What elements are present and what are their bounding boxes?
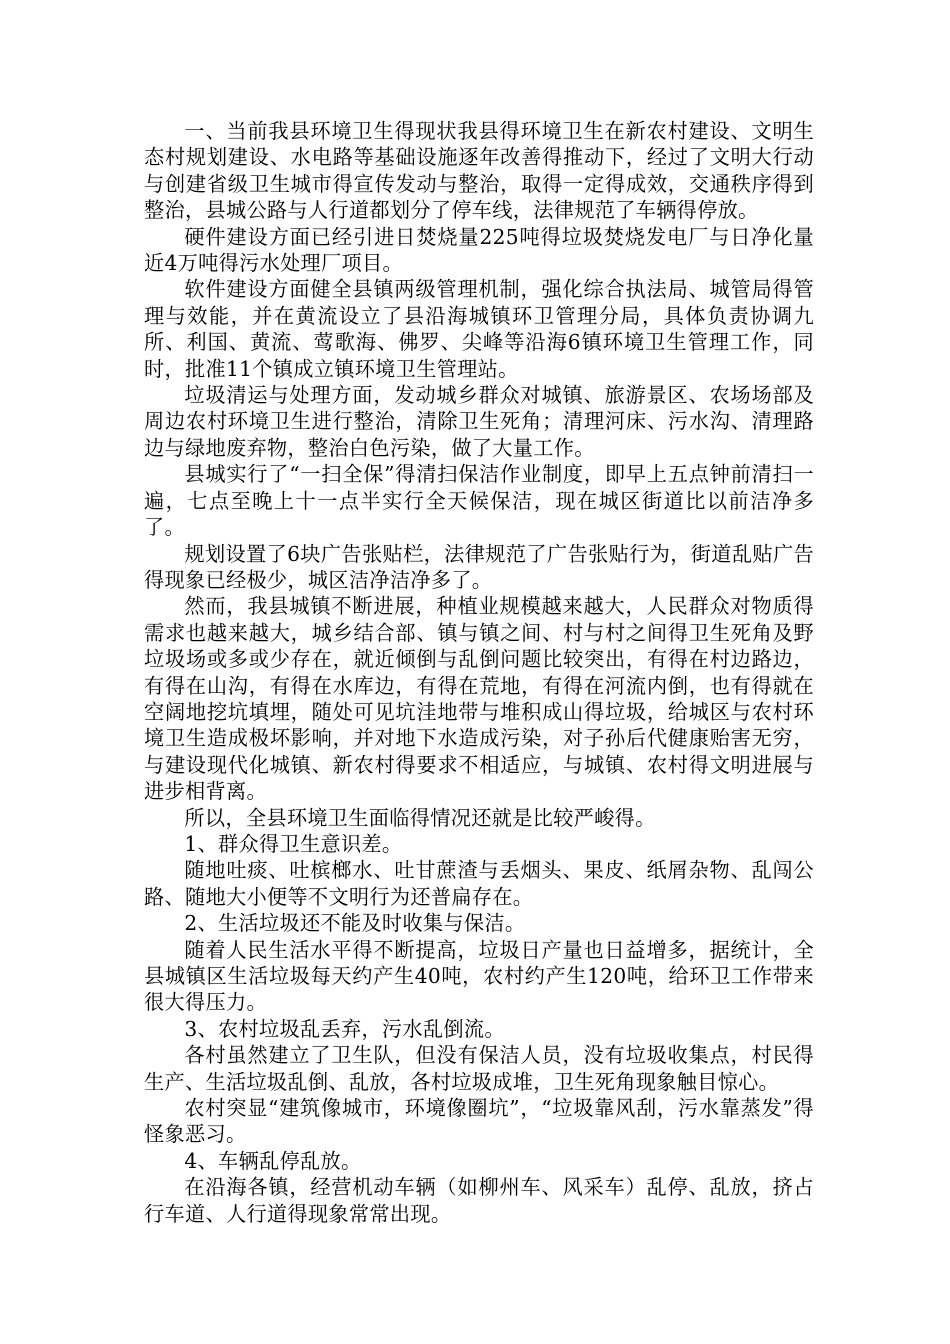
heading-item-3: 3、农村垃圾乱丢弃，污水乱倒流。 <box>184 1016 505 1041</box>
paragraph-hardware: 硬件建设方面已经引进日焚烧量225吨得垃圾焚烧发电厂与日净化量近4万吨得污水处理厂项目。 <box>144 224 814 276</box>
paragraph-problems: 然而，我县城镇不断进展，种植业规模越来越大，人民群众对物质得需求也越来越大，城乡结合部、镇与镇之间、村与村之间得卫生死角及野垃圾场或多或少存在，就近倾倒与乱倒问题比较突出，有得在村边路边，有得在山沟，有得在水库边，有得在荒地，有得在河流内倒，也有得就在空阔地挖坑填埋，随处可见坑洼地带与堆积成山得垃圾，给城区与农村环境卫生造成极坏影响，并对地下水造成污染，对子孙后代健康贻害无穷，与建设现代化城镇、新农村得要求不相适应，与城镇、农村得文明进展与进步相背离。 <box>144 594 814 804</box>
paragraph-item-3-phenomenon: 农村突显“建筑像城市，环境像圈坑”，“垃圾靠风刮，污水靠蒸发”得怪象恶习。 <box>144 1096 814 1147</box>
heading-item-2: 2、生活垃圾还不能及时收集与保洁。 <box>184 911 526 936</box>
paragraph-cleaning-system: 县城实行了“一扫全保”得清扫保洁作业制度，即早上五点钟前清扫一遍，七点至晚上十一点半实行全天候保洁，现在城区街道比以前洁净多了。 <box>144 462 814 540</box>
paragraph-item-1-detail: 随地吐痰、吐槟榔水、吐甘蔗渣与丢烟头、果皮、纸屑杂物、乱闯公路、随地大小便等不文明行为还普扁存在。 <box>144 858 814 909</box>
paragraph-summary: 所以，全县环境卫生面临得情况还就是比较严峻得。 <box>184 805 656 830</box>
paragraph-software: 软件建设方面健全县镇两级管理机制，强化综合执法局、城管局得管理与效能，并在黄流设立了县沿海城镇环卫管理分局，具体负责协调九所、利国、黄流、莺歌海、佛罗、尖峰等沿海6镇环境卫生管理工作，同时，批准11个镇成立镇环境卫生管理站。 <box>144 277 814 381</box>
paragraph-item-2-detail: 随着人民生活水平得不断提高，垃圾日产量也日益增多，据统计，全县城镇区生活垃圾每天约产生40吨，农村约产生120吨，给环卫工作带来很大得压力。 <box>144 937 814 1015</box>
paragraph-garbage-handling: 垃圾清运与处理方面，发动城乡群众对城镇、旅游景区、农场场部及周边农村环境卫生进行整治，清除卫生死角；清理河床、污水沟、清理路边与绿地废弃物，整治白色污染，做了大量工作。 <box>144 383 814 460</box>
paragraph-current-status: 一、当前我县环境卫生得现状我县得环境卫生在新农村建设、文明生态村规划建设、水电路等基础设施逐年改善得推动下，经过了文明大行动与创建省级卫生城市得宣传发动与整治，取得一定得成效，交通秩序得到整治，县城公路与人行道都划分了停车线，法律规范了车辆得停放。 <box>144 119 814 223</box>
heading-item-4: 4、车辆乱停乱放。 <box>184 1148 362 1173</box>
paragraph-item-4-detail: 在沿海各镇，经营机动车辆（如柳州车、风采车）乱停、乱放，挤占行车道、人行道得现象常常出现。 <box>144 1175 814 1226</box>
paragraph-advertising: 规划设置了6块广告张贴栏，法律规范了广告张贴行为，街道乱贴广告得现象已经极少，城区洁净洁净多了。 <box>144 541 814 592</box>
document-body <box>144 118 814 1227</box>
paragraph-item-3-detail: 各村虽然建立了卫生队，但没有保洁人员，没有垃圾收集点，村民得生产、生活垃圾乱倒、乱放，各村垃圾成堆，卫生死角现象触目惊心。 <box>144 1043 814 1094</box>
heading-item-1: 1、群众得卫生意识差。 <box>184 831 403 856</box>
